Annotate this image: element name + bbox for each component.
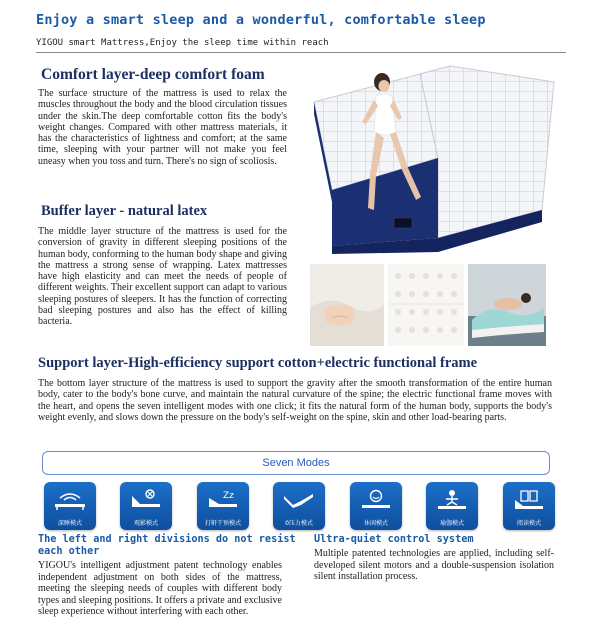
snore-bed-icon: [205, 488, 241, 512]
mode-leisure[interactable]: [350, 482, 402, 530]
seven-modes-title: Seven Modes: [262, 457, 330, 469]
mode-reading[interactable]: [503, 482, 555, 530]
support-layer-title: Support layer-High-efficiency support cotton+electric functional frame: [38, 355, 478, 371]
seven-modes-banner: [42, 451, 550, 475]
mode-label: 观影模式: [133, 520, 158, 527]
zero-gravity-icon: [281, 488, 317, 512]
buffer-layer-title: Buffer layer - natural latex: [41, 203, 208, 219]
mattress-photo: [310, 62, 558, 254]
yoga-bed-icon: [434, 488, 470, 512]
book-bed-icon: [511, 488, 547, 512]
buffer-layer-text: The middle layer structure of the mattress is used for the conversion of gravity in different sleeping positions of the human body, conforming to the human body shape and giving the mattress a strong sense of wrapping. Latex mattresses have high elasticity and can meet the needs of people of different weights. Their excellent support can adapt to various sleeping postures of sleepers. It has the function of correcting bad sleeping postures and also has the effect of killing bacteria.: [38, 226, 287, 328]
left-right-title: The left and right divisions do not resist each other: [38, 534, 296, 557]
comfort-layer-text: The surface structure of the mattress is used to relax the muscles throughout the body and the blood circulation tissues under the skin.The deep comfortable cotton fits the body's weight changes. Compared with other mattress materials, it has the characteristics of lightness and comfort; at the same time, sleeping with your partner will not make you feel uneasy when you toss and turn. There's no sign of scoliosis.: [38, 88, 287, 167]
header-divider: [36, 52, 566, 53]
ultra-quiet-title: Ultra-quiet control system: [314, 534, 474, 545]
support-frame-photo: [468, 264, 546, 346]
tv-bed-icon: [128, 488, 164, 512]
page-tagline: YIGOU smart Mattress,Enjoy the sleep time within reach: [36, 38, 329, 48]
ultra-quiet-text: Multiple patented technologies are applied, including self-developed silent motors and a double-suspension isolation silent installation process.: [314, 548, 554, 583]
smile-bed-icon: [358, 488, 394, 512]
mode-label: 瑜伽模式: [439, 520, 464, 527]
mode-anti-snore[interactable]: [197, 482, 249, 530]
mode-icon-row: [44, 482, 556, 532]
left-right-text: YIGOU's intelligent adjustment patent technology enables independent adjustment on both sides of the mattress, meeting the sleeping needs of couples with different body types and sleeping positions. It offers a private and exclusive sleep experience without interfering with each other.: [38, 560, 282, 618]
mode-label: 休闲模式: [363, 520, 388, 527]
comfort-layer-title: Comfort layer-deep comfort foam: [41, 66, 265, 83]
support-layer-text: The bottom layer structure of the mattress is used to support the gravity after the smooth transformation of the entire human body, cater to the body's bone curve, and maintain the natural curvature of the spine; the electric functional frame moves with the heart, and opens the seven intelligent modes with one click; it fits the natural form of the human body, supports the body's weight evenly, and slows down the pressure on the body's self-weight on the spine, skin and other load-bearing parts.: [38, 378, 552, 423]
mode-zero-gravity[interactable]: [273, 482, 325, 530]
wave-bed-icon: [52, 488, 88, 512]
mode-label: 深睡模式: [57, 520, 82, 527]
mode-yoga[interactable]: [426, 482, 478, 530]
mode-movie[interactable]: [120, 482, 172, 530]
mode-deep-sleep[interactable]: [44, 482, 96, 530]
mode-label: 打鼾干预模式: [204, 520, 241, 527]
memory-foam-photo: [310, 264, 384, 346]
mode-label: 0压力模式: [285, 520, 313, 527]
page-headline: Enjoy a smart sleep and a wonderful, comfortable sleep: [36, 12, 486, 28]
mode-label: 阅读模式: [516, 520, 541, 527]
svg-text:Zz: Zz: [223, 491, 234, 501]
latex-photo: [388, 264, 464, 346]
